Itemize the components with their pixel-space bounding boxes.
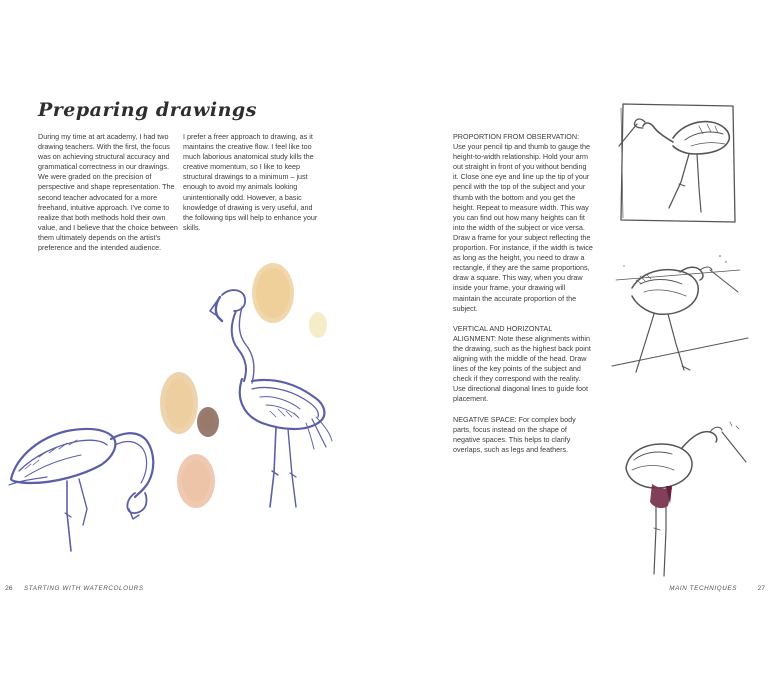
tip-proportion	[453, 132, 593, 314]
stork-sketch-icon	[619, 104, 735, 222]
stork-sketch-icon	[626, 422, 746, 576]
flamingo-sketch-icon	[9, 429, 153, 551]
tip-heading: PROPORTION FROM OBSERVATION:	[453, 132, 580, 141]
stork-sketch-icon	[612, 255, 748, 372]
tip-alignment	[453, 324, 593, 405]
running-footer: STARTING WITH WATERCOLOURS	[24, 585, 144, 592]
flamingo-sketch-icon	[210, 290, 332, 507]
flamingo-sketch-standing	[200, 285, 340, 510]
tips-column	[453, 132, 593, 465]
page-number: 27	[757, 585, 765, 592]
paragraph: I prefer a freer approach to drawing, as it maintains the creative flow. I feel like too much laborious anatomical study kills the creative momentum, so I like to keep structural drawings to a minimum – just enough to avoid my animals looking unintentionally odd. However, a basic knowledge of drawing is very useful, and the following tips will help to enhance your skills.	[183, 132, 318, 232]
stork-sketch-alignment	[610, 248, 750, 398]
page-title: Preparing drawings	[38, 98, 257, 121]
text-column-1	[38, 132, 178, 263]
flamingo-sketch-bending	[5, 385, 175, 555]
stork-sketch-framed	[615, 100, 740, 228]
text-column-2	[183, 132, 323, 243]
running-footer: MAIN TECHNIQUES	[669, 585, 737, 592]
tip-body: Note these alignments within the drawing, such as the highest back point aligning with the middle of the head. Draw lines of the key points of the subject and check if they correspond with the reality. Use directional diagonal lines to guide foot placement.	[453, 333, 591, 404]
tip-body: Use your pencil tip and thumb to gauge the height-to-width relationship. Hold your arm out straight in front of you without bending it. Close one eye and line up the tip of your pencil with the top of the subject and your thumb with the bottom and you get the height. Repeat to measure width. This way you can find out how many heights can fit into the width of the subject or vice versa. Draw a frame for your subject reflecting the proportion. For instance, if the width is twice as long as the height, you need to draw a rectangle, if they are the same proportions, draw a square. This way, when you draw inside your frame, your drawing will maintain the accurate proportion of the subject.	[453, 142, 593, 313]
tip-heading: VERTICAL AND HORIZONTAL ALIGNMENT:	[453, 323, 553, 343]
right-page	[385, 0, 770, 674]
tip-body: For complex body parts, focus instead on the shape of negative spaces. This helps to clarify overlaps, such as legs and feathers.	[453, 414, 576, 454]
tip-heading: NEGATIVE SPACE:	[453, 414, 517, 424]
tip-negative-space	[453, 415, 593, 455]
stork-sketch-negative-space	[610, 418, 750, 580]
page-number: 26	[5, 585, 13, 592]
paragraph: During my time at art academy, I had two drawing teachers. With the first, the focus was on achieving structural accuracy and grammatical correctness in our drawings. We were graded on the precision of perspective and shape representation. The second teacher advocated for a more freehand, intuitive approach. I've come to realize that both methods hold their own value, and I believe that the choice between them ultimately depends on the artist's preference and the intended audience.	[38, 132, 178, 253]
